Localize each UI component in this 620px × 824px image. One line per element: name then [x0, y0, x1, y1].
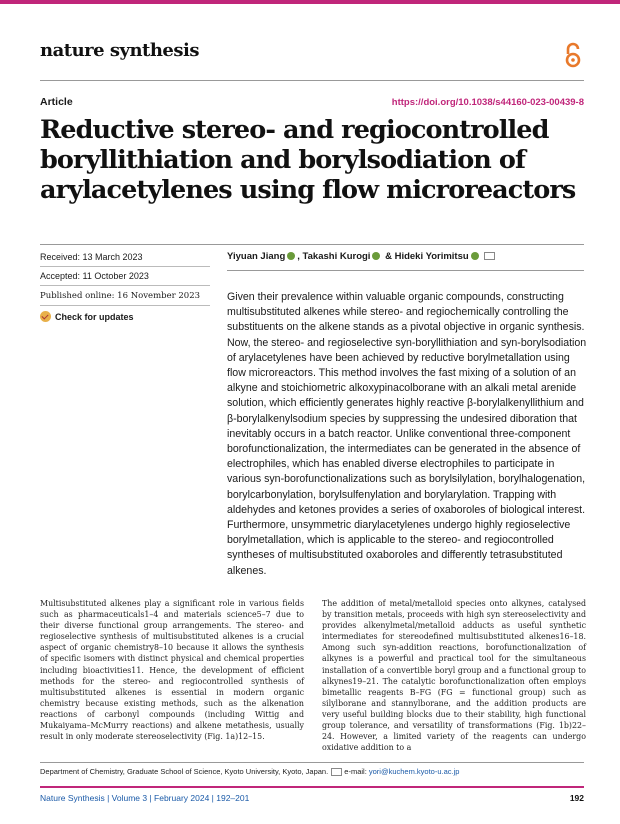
title-line: arylacetylenes using flow microreactors: [40, 175, 576, 205]
check-for-updates[interactable]: [40, 311, 134, 322]
footer: [40, 793, 584, 803]
author-name[interactable]: , Takashi Kurogi: [297, 251, 371, 262]
body-column-left: [40, 598, 304, 742]
check-updates-icon: [40, 311, 51, 322]
title-line: Reductive stereo- and regiocontrolled: [40, 115, 549, 145]
orcid-icon[interactable]: [471, 252, 479, 260]
citation: Nature Synthesis | Volume 3 | February 2024 | 192–201: [40, 793, 250, 803]
affiliation: [40, 767, 459, 776]
article-type: Article: [40, 96, 73, 108]
mail-icon[interactable]: [484, 252, 495, 260]
open-access-icon[interactable]: [562, 42, 584, 68]
title-rule: [40, 244, 584, 245]
received-date: Received: 13 March 2023: [40, 252, 143, 262]
meta-divider: [40, 305, 210, 306]
abstract: [227, 290, 587, 579]
header-rule: [40, 80, 584, 81]
affiliation-rule: [40, 762, 584, 763]
orcid-icon[interactable]: [372, 252, 380, 260]
mail-icon: [331, 768, 342, 776]
email-link[interactable]: yori@kuchem.kyoto-u.ac.jp: [368, 767, 460, 776]
orcid-icon[interactable]: [287, 252, 295, 260]
meta-divider: [40, 266, 210, 267]
top-accent-bar: [0, 0, 620, 4]
email-label: e-mail:: [342, 767, 369, 776]
footer-rule: [40, 786, 584, 788]
page-number: 192: [569, 793, 584, 803]
accepted-date: Accepted: 11 October 2023: [40, 271, 149, 281]
meta-divider: [40, 285, 210, 286]
author-name[interactable]: Yiyuan Jiang: [227, 251, 286, 262]
authors-rule: [227, 270, 584, 271]
journal-name: nature synthesis: [40, 40, 199, 61]
doi-link[interactable]: https://doi.org/10.1038/s44160-023-00439-8: [391, 97, 584, 108]
title-line: boryllithiation and borylsodiation of: [40, 145, 526, 175]
article-title: [40, 115, 580, 205]
author-name[interactable]: & Hideki Yorimitsu: [382, 251, 469, 262]
abstract-text: Given their prevalence within valuable organic compounds, constructing multisubstituted alkenes while stereo- and regiochemically controlling the substituents on the alkene stands as a pivotal objective in organic synthesis. Now, the stereo- and regioselective syn-boryllithiation and syn-borylsodiation of arylacetylenes have been achieved by reductive borylmetallation using flow microreactors. This method involves the fast mixing of a solution of an alkyne and stoichiometric alkoxypinacolborane with an alkali metal arenide solution, which efficiently generates highly reactive β-borylalkenyllithium and β-borylalkenylsodium species by suppressing the undesired diboration that inevitably occurs in a batch reactor. Unlike conventional three-component borofunctionalization, the intermediates can be generated in the absence of electrophiles, which has enabled diverse electrophiles to participate in various syn-borofunctionalizations such as borylsilylation, borylhalogenation, borylcarbonylation, borylsulfenylation and borylarylation. Trapping with aldehydes and ketones provides a series of oxaboroles of biological interest. Furthermore, unsymmetric diarylacetylenes undergo highly regioselective borylmetallation, which is applicable to the stereo- and regiocontrolled syntheses of multisubstituted oxaboroles and differently tetrasubstituted alkenes.: [227, 291, 587, 577]
body-paragraph: Multisubstituted alkenes play a significant role in various fields such as pharmaceuticals1–4 and materials science5–7 due to their diverse functional group arrangements. The stereo- and regioselective synthesis of multisubstituted alkenes is a crucial aspect of organic chemistry8–10 because it allows the synthesis of specific isomers with distinct physical and chemical properties including bioactivities11. Hence, the development of efficient methods for the stereo- and regiocontrolled synthesis of multisubstituted alkenes is essential in modern organic chemistry because existing methods, such as the alkenation reactions of carbonyl compounds (including Wittig and Mukaiyama–McMurry reactions) and alkene metathesis, usually result in only moderate stereoselectivity (Fig. 1a)12–15.: [40, 599, 304, 742]
author-list: [227, 251, 495, 262]
affiliation-text: Department of Chemistry, Graduate School of Science, Kyoto University, Kyoto, Japan.: [40, 767, 329, 776]
body-column-right: [322, 598, 586, 753]
check-updates-label: Check for updates: [55, 311, 134, 322]
body-paragraph: The addition of metal/metalloid species onto alkynes, catalysed by transition metals, proceeds with high syn stereoselectivity and provides alkenylmetal/metalloid adducts as useful synthetic intermediates for stereodefined multisubstituted alkenes16–18. Among such syn-addition reactions, borofunctionalization of alkynes is a powerful and practical tool for the simultaneous installation of a convertible boryl group and a functional group to alkynes19–21. The catalytic borofunctionalization often employs bimetallic reagents B–FG (FG = functional group) such as silylborane and stannylborane, and the addition products are very useful building blocks due to their stability, high functional group tolerance, and versatility of transformations (Fig. 1b)22–24. However, a limited variety of the reagents can undergo oxidative addition to a: [322, 599, 586, 753]
published-date: Published online: 16 November 2023: [40, 291, 201, 301]
